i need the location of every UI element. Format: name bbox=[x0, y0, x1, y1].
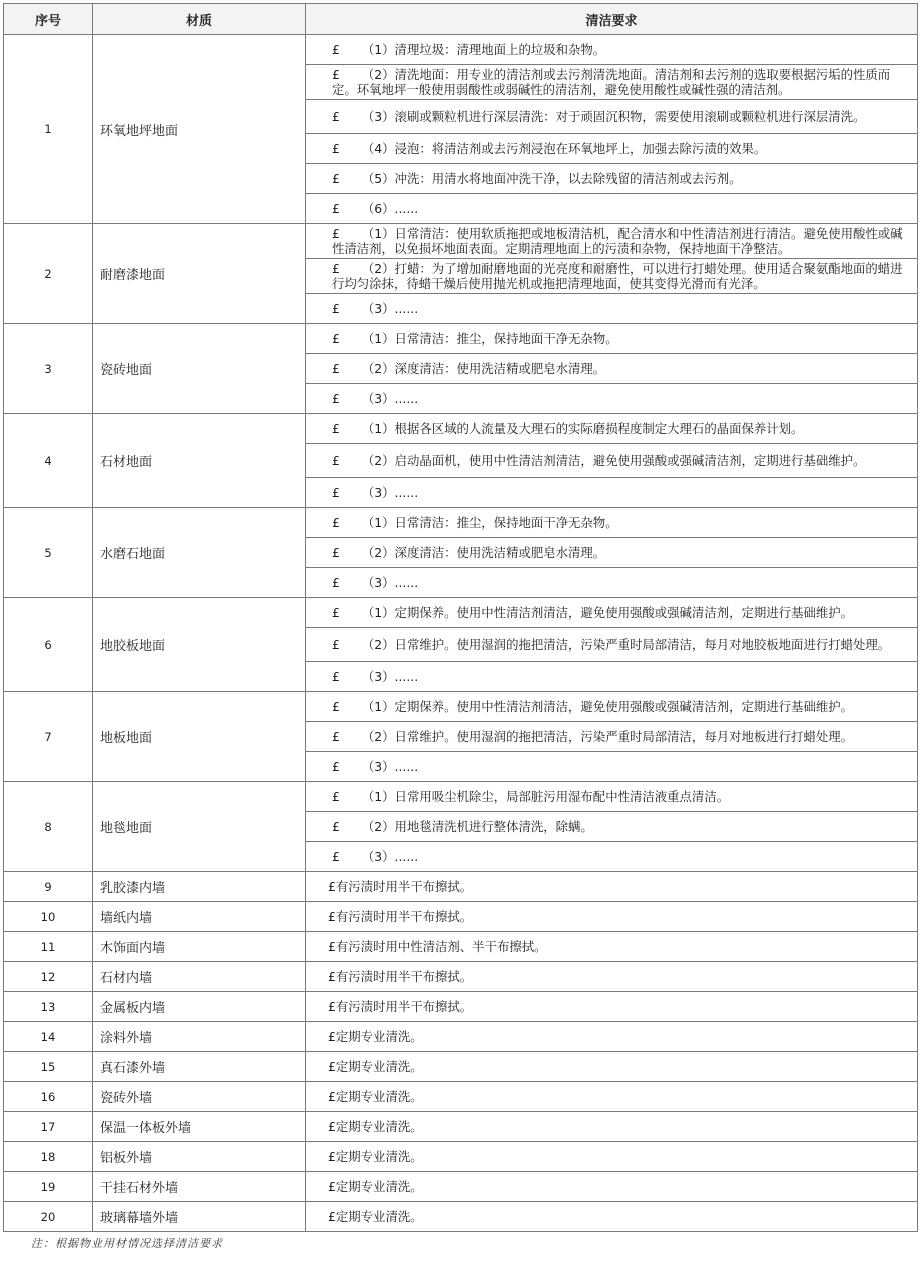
requirement-text: £有污渍时用中性清洁剂、半干布擦拭。 bbox=[306, 932, 918, 962]
requirement-text: （5）冲洗：用清水将地面冲洗干净，以去除残留的清洁剂或去污剂。 bbox=[361, 171, 742, 186]
requirement-cell bbox=[306, 782, 918, 812]
requirement-item bbox=[310, 226, 913, 256]
checkbox-icon[interactable]: £ bbox=[332, 849, 340, 864]
requirement-item bbox=[310, 331, 913, 346]
row-number: 3 bbox=[4, 324, 93, 414]
table-row bbox=[4, 1142, 918, 1172]
requirement-item bbox=[310, 201, 913, 216]
table-row bbox=[4, 508, 918, 538]
requirement-item bbox=[310, 759, 913, 774]
cleaning-requirements-document bbox=[3, 3, 917, 1251]
requirement-item bbox=[310, 819, 913, 834]
row-number: 18 bbox=[4, 1142, 93, 1172]
row-number: 1 bbox=[4, 35, 93, 224]
checkbox-icon[interactable]: £ bbox=[332, 759, 340, 774]
table-body bbox=[4, 35, 918, 1232]
requirement-item bbox=[310, 109, 913, 124]
table-row bbox=[4, 1112, 918, 1142]
requirement-text: （1）日常用吸尘机除尘，局部脏污用湿布配中性清洁液重点清洁。 bbox=[361, 789, 730, 804]
table-row bbox=[4, 1052, 918, 1082]
checkbox-icon[interactable]: £ bbox=[332, 819, 340, 834]
requirement-item bbox=[310, 789, 913, 804]
requirement-item bbox=[310, 361, 913, 376]
table-row bbox=[4, 1172, 918, 1202]
material-name: 乳胶漆内墙 bbox=[93, 872, 306, 902]
requirement-cell bbox=[306, 478, 918, 508]
requirement-cell bbox=[306, 752, 918, 782]
requirement-text: （4）浸泡：将清洁剂或去污剂浸泡在环氧地坪上，加强去除污渍的效果。 bbox=[361, 141, 767, 156]
requirement-cell bbox=[306, 324, 918, 354]
row-number: 11 bbox=[4, 932, 93, 962]
requirement-item bbox=[310, 515, 913, 530]
checkbox-icon[interactable]: £ bbox=[332, 226, 340, 241]
checkbox-icon[interactable]: £ bbox=[332, 729, 340, 744]
requirement-cell bbox=[306, 164, 918, 194]
requirement-text: （3）...... bbox=[361, 759, 419, 774]
table-row bbox=[4, 1202, 918, 1232]
row-number: 19 bbox=[4, 1172, 93, 1202]
requirement-item bbox=[310, 261, 913, 291]
requirement-text: £定期专业清洗。 bbox=[306, 1082, 918, 1112]
table-row bbox=[4, 962, 918, 992]
requirement-text: £定期专业清洗。 bbox=[306, 1052, 918, 1082]
table-row bbox=[4, 902, 918, 932]
requirement-item bbox=[310, 141, 913, 156]
requirement-text: （2）深度清洁：使用洗洁精或肥皂水清理。 bbox=[361, 361, 606, 376]
requirement-text: （3）...... bbox=[361, 301, 419, 316]
material-name: 地胶板地面 bbox=[93, 598, 306, 692]
requirement-item bbox=[310, 485, 913, 500]
footnote: 注：根据物业用材情况选择清洁要求 bbox=[31, 1237, 223, 1250]
requirement-text: （1）清理垃圾：清理地面上的垃圾和杂物。 bbox=[361, 42, 606, 57]
requirement-cell bbox=[306, 508, 918, 538]
requirement-item bbox=[310, 42, 913, 57]
checkbox-icon[interactable]: £ bbox=[332, 201, 340, 216]
requirement-text: （3）...... bbox=[361, 391, 419, 406]
requirement-item bbox=[310, 729, 913, 744]
requirement-item bbox=[310, 669, 913, 684]
material-name: 真石漆外墙 bbox=[93, 1052, 306, 1082]
table-row bbox=[4, 598, 918, 628]
requirement-cell bbox=[306, 692, 918, 722]
table-row bbox=[4, 992, 918, 1022]
requirement-text: （1）日常清洁：推尘，保持地面干净无杂物。 bbox=[361, 331, 618, 346]
material-name: 玻璃幕墙外墙 bbox=[93, 1202, 306, 1232]
material-name: 水磨石地面 bbox=[93, 508, 306, 598]
requirement-text: （1）定期保养。使用中性清洁剂清洁，避免使用强酸或强碱清洁剂，定期进行基础维护。 bbox=[361, 699, 854, 714]
checkbox-icon[interactable]: £ bbox=[332, 453, 340, 468]
checkbox-icon[interactable]: £ bbox=[332, 261, 340, 276]
requirement-cell bbox=[306, 224, 918, 259]
checkbox-icon[interactable]: £ bbox=[332, 699, 340, 714]
requirement-cell bbox=[306, 384, 918, 414]
checkbox-icon[interactable]: £ bbox=[332, 789, 340, 804]
requirement-text: （1）根据各区域的人流量及大理石的实际磨损程度制定大理石的晶面保养计划。 bbox=[361, 421, 804, 436]
material-name: 耐磨漆地面 bbox=[93, 224, 306, 324]
requirement-text: （2）深度清洁：使用洗洁精或肥皂水清理。 bbox=[361, 545, 606, 560]
checkbox-icon[interactable]: £ bbox=[332, 545, 340, 560]
requirement-cell bbox=[306, 722, 918, 752]
header-no: 序号 bbox=[4, 4, 93, 35]
material-name: 干挂石材外墙 bbox=[93, 1172, 306, 1202]
row-number: 6 bbox=[4, 598, 93, 692]
requirement-cell bbox=[306, 598, 918, 628]
requirement-item bbox=[310, 67, 913, 97]
checkbox-icon[interactable]: £ bbox=[332, 331, 340, 346]
requirement-text: （2）日常维护。使用湿润的拖把清洁，污染严重时局部清洁，每月对地板进行打蜡处理。 bbox=[361, 729, 854, 744]
requirement-cell bbox=[306, 100, 918, 134]
row-number: 4 bbox=[4, 414, 93, 508]
requirement-item bbox=[310, 421, 913, 436]
requirement-cell bbox=[306, 444, 918, 478]
requirement-item bbox=[310, 575, 913, 590]
material-name: 石材内墙 bbox=[93, 962, 306, 992]
table-header-row bbox=[4, 4, 918, 35]
requirement-cell bbox=[306, 194, 918, 224]
material-name: 金属板内墙 bbox=[93, 992, 306, 1022]
requirement-item bbox=[310, 391, 913, 406]
requirement-text: （2）启动晶面机，使用中性清洁剂清洁，避免使用强酸或强碱清洁剂，定期进行基础维护。 bbox=[361, 453, 866, 468]
material-name: 环氧地坪地面 bbox=[93, 35, 306, 224]
row-number: 5 bbox=[4, 508, 93, 598]
requirement-text: （3）...... bbox=[361, 669, 419, 684]
requirement-cell bbox=[306, 842, 918, 872]
table-row bbox=[4, 224, 918, 259]
checkbox-icon[interactable]: £ bbox=[332, 67, 340, 82]
row-number: 8 bbox=[4, 782, 93, 872]
row-number: 12 bbox=[4, 962, 93, 992]
requirement-text: （1）日常清洁：推尘，保持地面干净无杂物。 bbox=[361, 515, 618, 530]
material-name: 墙纸内墙 bbox=[93, 902, 306, 932]
requirement-text: （1）定期保养。使用中性清洁剂清洁，避免使用强酸或强碱清洁剂，定期进行基础维护。 bbox=[361, 605, 854, 620]
checkbox-icon[interactable]: £ bbox=[332, 575, 340, 590]
requirement-cell bbox=[306, 134, 918, 164]
table-row bbox=[4, 414, 918, 444]
requirement-text: （1）日常清洁：使用软质拖把或地板清洁机，配合清水和中性清洁剂进行清洁。避免使用酸性或碱性清洁剂，以免损坏地面表面。定期清理地面上的污渍和杂物，保持地面干净整洁。 bbox=[332, 226, 903, 256]
header-requirement: 清洁要求 bbox=[306, 4, 918, 35]
requirement-item bbox=[310, 453, 913, 468]
checkbox-icon[interactable]: £ bbox=[332, 141, 340, 156]
table-row bbox=[4, 692, 918, 722]
requirement-text: （3）滚刷或颗粒机进行深层清洗：对于顽固沉积物，需要使用滚刷或颗粒机进行深层清洗。 bbox=[361, 109, 866, 124]
requirement-item bbox=[310, 849, 913, 864]
row-number: 10 bbox=[4, 902, 93, 932]
checkbox-icon[interactable]: £ bbox=[332, 669, 340, 684]
requirement-item bbox=[310, 545, 913, 560]
row-number: 13 bbox=[4, 992, 93, 1022]
row-number: 20 bbox=[4, 1202, 93, 1232]
requirement-cell bbox=[306, 414, 918, 444]
requirement-item bbox=[310, 605, 913, 620]
checkbox-icon[interactable]: £ bbox=[332, 605, 340, 620]
requirement-text: £有污渍时用半干布擦拭。 bbox=[306, 962, 918, 992]
requirement-item bbox=[310, 699, 913, 714]
header-material: 材质 bbox=[93, 4, 306, 35]
checkbox-icon[interactable]: £ bbox=[332, 109, 340, 124]
requirement-cell bbox=[306, 259, 918, 294]
requirement-text: （2）日常维护。使用湿润的拖把清洁，污染严重时局部清洁，每月对地胶板地面进行打蜡处理。 bbox=[361, 637, 891, 652]
material-name: 石材地面 bbox=[93, 414, 306, 508]
requirement-text: £定期专业清洗。 bbox=[306, 1022, 918, 1052]
requirement-cell bbox=[306, 662, 918, 692]
checkbox-icon[interactable]: £ bbox=[332, 301, 340, 316]
requirement-text: （3）...... bbox=[361, 485, 419, 500]
row-number: 16 bbox=[4, 1082, 93, 1112]
table-row bbox=[4, 932, 918, 962]
material-name: 瓷砖外墙 bbox=[93, 1082, 306, 1112]
requirement-text: £定期专业清洗。 bbox=[306, 1202, 918, 1232]
requirement-text: £定期专业清洗。 bbox=[306, 1112, 918, 1142]
requirement-text: £有污渍时用半干布擦拭。 bbox=[306, 992, 918, 1022]
requirement-text: £有污渍时用半干布擦拭。 bbox=[306, 872, 918, 902]
requirement-text: £有污渍时用半干布擦拭。 bbox=[306, 902, 918, 932]
row-number: 2 bbox=[4, 224, 93, 324]
requirement-cell bbox=[306, 294, 918, 324]
requirement-cell bbox=[306, 65, 918, 100]
checkbox-icon[interactable]: £ bbox=[332, 171, 340, 186]
table-row bbox=[4, 1022, 918, 1052]
requirement-text: （2）用地毯清洗机进行整体清洗，除螨。 bbox=[361, 819, 593, 834]
requirement-text: （2）打蜡：为了增加耐磨地面的光亮度和耐磨性，可以进行打蜡处理。使用适合聚氨酯地面的蜡进行均匀涂抹，待蜡干燥后使用抛光机或拖把清理地面，使其变得光滑而有光泽。 bbox=[332, 261, 903, 291]
material-name: 地毯地面 bbox=[93, 782, 306, 872]
requirement-cell bbox=[306, 354, 918, 384]
requirement-cell bbox=[306, 812, 918, 842]
table-row bbox=[4, 782, 918, 812]
material-name: 瓷砖地面 bbox=[93, 324, 306, 414]
requirement-text: £定期专业清洗。 bbox=[306, 1172, 918, 1202]
row-number: 9 bbox=[4, 872, 93, 902]
requirement-cell bbox=[306, 568, 918, 598]
row-number: 14 bbox=[4, 1022, 93, 1052]
requirement-text: （2）清洗地面：用专业的清洁剂或去污剂清洗地面。清洁剂和去污剂的选取要根据污垢的性质而定。环氧地坪一般使用弱酸性或弱碱性的清洁剂，避免使用酸性或碱性强的清洁剂。 bbox=[332, 67, 891, 97]
requirement-item bbox=[310, 301, 913, 316]
requirement-cell bbox=[306, 628, 918, 662]
checkbox-icon[interactable]: £ bbox=[332, 485, 340, 500]
row-number: 7 bbox=[4, 692, 93, 782]
table-row bbox=[4, 35, 918, 65]
material-name: 木饰面内墙 bbox=[93, 932, 306, 962]
requirement-text: （3）...... bbox=[361, 849, 419, 864]
requirement-cell bbox=[306, 35, 918, 65]
requirement-text: （6）...... bbox=[361, 201, 419, 216]
checkbox-icon[interactable]: £ bbox=[332, 421, 340, 436]
checkbox-icon[interactable]: £ bbox=[332, 515, 340, 530]
table-row bbox=[4, 324, 918, 354]
material-name: 地板地面 bbox=[93, 692, 306, 782]
table-row bbox=[4, 1082, 918, 1112]
table-row bbox=[4, 872, 918, 902]
material-name: 涂料外墙 bbox=[93, 1022, 306, 1052]
requirement-text: （3）...... bbox=[361, 575, 419, 590]
cleaning-requirements-table bbox=[3, 3, 918, 1232]
requirement-item bbox=[310, 171, 913, 186]
checkbox-icon[interactable]: £ bbox=[332, 361, 340, 376]
material-name: 铝板外墙 bbox=[93, 1142, 306, 1172]
material-name: 保温一体板外墙 bbox=[93, 1112, 306, 1142]
requirement-cell bbox=[306, 538, 918, 568]
requirement-item bbox=[310, 637, 913, 652]
checkbox-icon[interactable]: £ bbox=[332, 637, 340, 652]
requirement-text: £定期专业清洗。 bbox=[306, 1142, 918, 1172]
row-number: 15 bbox=[4, 1052, 93, 1082]
checkbox-icon[interactable]: £ bbox=[332, 42, 340, 57]
checkbox-icon[interactable]: £ bbox=[332, 391, 340, 406]
row-number: 17 bbox=[4, 1112, 93, 1142]
